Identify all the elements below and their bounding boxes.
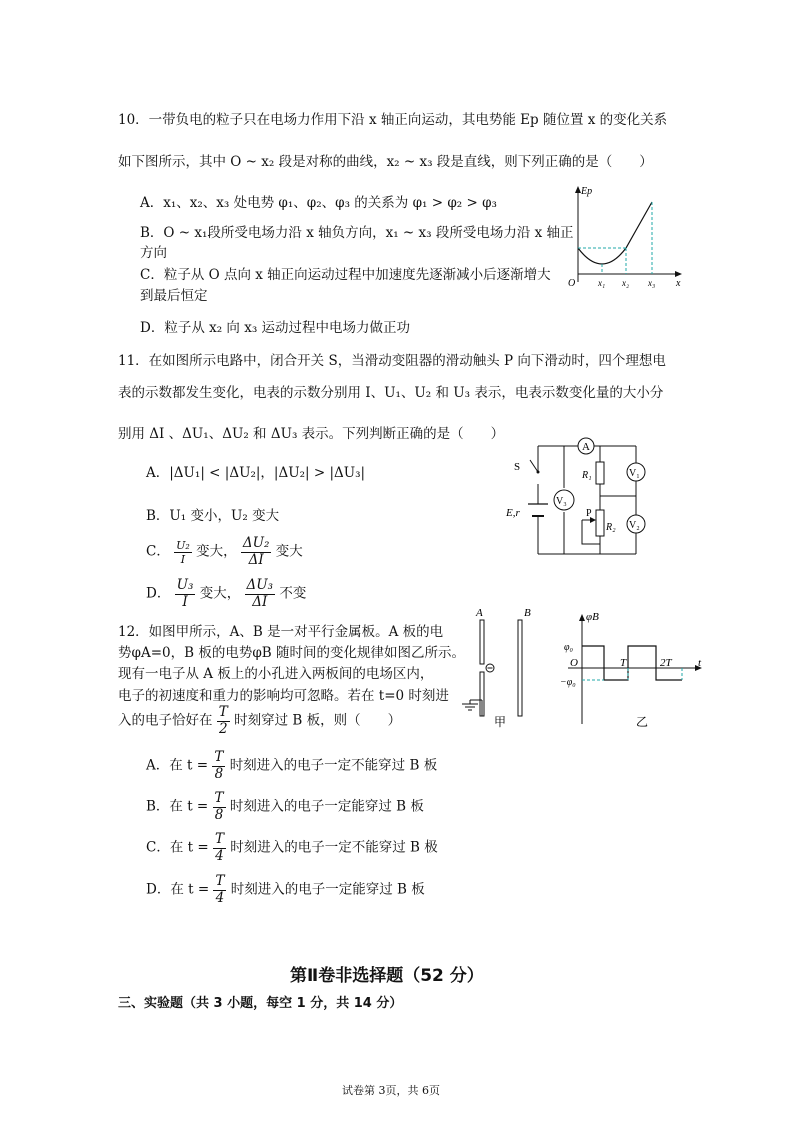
slider-label: P <box>586 508 592 519</box>
graph-origin: O <box>568 278 576 289</box>
ep-curve <box>578 202 652 264</box>
source-label: E,r <box>506 507 520 519</box>
q12-figure-jia <box>458 604 542 728</box>
option-post: 时刻进入的电子一定能穿过 B 板 <box>230 881 425 898</box>
q10-ep-x-graph <box>562 182 686 294</box>
graph-x-arrow <box>675 271 682 277</box>
q11-option-c-fraction2 <box>241 537 272 567</box>
q11-circuit-diagram <box>500 436 666 560</box>
q11-option-d-end: 不变 <box>279 585 307 602</box>
q10-option-c-line2: 到最后恒定 <box>140 288 208 304</box>
option-fraction <box>213 875 226 905</box>
frac-den: 4 <box>215 847 224 864</box>
option-pre: D．在 t = <box>146 881 210 898</box>
r1-label: R₁ <box>582 470 592 481</box>
frac-den: 8 <box>214 765 224 782</box>
frac-den: 2 <box>219 720 228 737</box>
q11-option-c-end: 变大 <box>275 543 303 560</box>
graph-xlabel: x <box>676 278 681 289</box>
yi-t-label: T <box>620 657 627 669</box>
q12-stem-line4: 电子的初速度和重力的影响均可忽略。若在 t=0 时刻进 <box>118 688 449 704</box>
plate-a-label: A <box>476 607 483 619</box>
r2-label: R₂ <box>606 522 616 533</box>
option-post: 时刻进入的电子一定能穿过 B 板 <box>229 798 424 815</box>
q11-option-d-fraction1 <box>175 579 196 609</box>
page-footer: 试卷第 3页，共 6页 <box>342 1084 440 1097</box>
frac-num: T <box>214 790 224 806</box>
plate-b-label: B <box>524 607 531 619</box>
yi-2t-label: 2T <box>660 657 672 669</box>
section-subtitle: 三、实验题（共 3 小题，每空 1 分，共 14 分） <box>118 996 403 1011</box>
q12-line5-fraction <box>217 706 230 736</box>
graph-tick-x1: x₁ <box>598 278 606 288</box>
figure-caption-jia: 甲 <box>494 715 507 728</box>
q12-line5-post: 时刻穿过 B 板，则（ ） <box>234 712 402 729</box>
q11-option-d-mid: 变大， <box>199 585 241 602</box>
frac-den: I <box>182 593 188 610</box>
yi-xlabel: t <box>698 657 702 669</box>
q11-stem-line1: 11．在如图所示电路中，闭合开关 S，当滑动变阻器的滑动触头 P 向下滑动时，四个理想电 <box>118 353 666 369</box>
frac-num: U₂ <box>176 538 190 552</box>
frac-num: T <box>214 749 224 765</box>
q11-option-a: A．|ΔU₁| < |ΔU₂|，|ΔU₂| > |ΔU₃| <box>146 465 366 481</box>
figure-caption-yi: 乙 <box>636 715 649 728</box>
q11-option-c <box>146 537 303 567</box>
graph-tick-x2: x₂ <box>622 278 630 288</box>
yi-phi0: φ₀ <box>564 642 574 653</box>
yi-neg-phi0: −φ₀ <box>560 677 576 688</box>
frac-den: 4 <box>215 889 225 906</box>
v1-label: V₁ <box>629 468 640 479</box>
q12-option-c <box>146 833 438 863</box>
plate-b <box>518 620 522 716</box>
q12-stem-line1: 12．如图甲所示，A、B 是一对平行金属板。A 板的电 <box>118 624 444 640</box>
switch-contact <box>537 471 540 474</box>
q11-option-c-mid: 变大， <box>196 543 237 560</box>
frac-num: T <box>214 831 224 847</box>
option-pre: C．在 t = <box>146 839 209 856</box>
q10-stem-line2: 如下图所示，其中 O ~ x₂ 段是对称的曲线，x₂ ~ x₃ 段是直线，则下列正确的是（ ） <box>118 154 653 170</box>
q10-option-c-line1: C．粒子从 O 点向 x 轴正向运动过程中加速度先逐渐减小后逐渐增大 <box>140 267 551 283</box>
graph-tick-x3: x₃ <box>648 278 656 288</box>
graph-ylabel: Ep <box>581 186 593 197</box>
plate-a-top <box>480 620 484 664</box>
q10-option-b-line1: B．O ~ x₁段所受电场力沿 x 轴负方向，x₁ ~ x₃ 段所受电场力沿 x 轴正 <box>140 225 574 241</box>
switch-lever <box>530 460 538 472</box>
q12-option-a <box>146 751 437 781</box>
yi-origin: O <box>570 657 578 669</box>
frac-den: ΔI <box>252 593 268 610</box>
frac-num: T <box>215 873 225 889</box>
v3-label: V₃ <box>556 496 567 507</box>
option-pre: B．在 t = <box>146 798 209 815</box>
frac-den: I <box>180 552 186 566</box>
q10-option-b-line2: 方向 <box>140 245 167 261</box>
section-title: 第Ⅱ卷非选择题（52 分） <box>290 966 484 986</box>
resistor-r1 <box>596 462 604 484</box>
option-fraction <box>213 792 226 822</box>
q11-option-d-fraction2 <box>245 579 276 609</box>
frac-num: ΔU₃ <box>246 577 274 593</box>
q12-stem-line2: 势φA=0，B 板的电势φB 随时间的变化规律如图乙所示。 <box>118 645 465 661</box>
q11-option-c-fraction1 <box>174 540 192 565</box>
q12-stem-line3: 现有一电子从 A 板上的小孔进入两板间的电场区内， <box>118 666 434 682</box>
q11-option-c-prefix: C． <box>146 543 170 560</box>
q11-option-d-prefix: D． <box>146 585 171 602</box>
yi-ylabel: φB <box>586 611 599 623</box>
q11-option-b: B．U₁ 变小，U₂ 变大 <box>146 508 280 524</box>
option-post: 时刻进入的电子一定不能穿过 B 板 <box>229 757 438 774</box>
q11-stem-line2: 表的示数都发生变化，电表的示数分别用 I、U₁、U₂ 和 U₃ 表示，电表示数变化量的大小分 <box>118 385 664 401</box>
frac-num: U₃ <box>176 577 194 593</box>
q12-option-b <box>146 792 424 822</box>
frac-num: T <box>218 704 228 720</box>
q12-line5-pre: 入的电子恰好在 <box>118 712 213 729</box>
q12-stem-line5 <box>118 706 401 736</box>
rheostat-r2 <box>596 510 604 536</box>
option-fraction <box>213 833 226 863</box>
q12-figure-yi <box>560 604 710 728</box>
q11-option-d <box>146 579 306 609</box>
frac-num: ΔU₂ <box>242 535 270 551</box>
q10-stem-line1: 10．一带负电的粒子只在电场力作用下沿 x 轴正向运动，其电势能 Ep 随位置 x 的变化关系 <box>118 112 668 128</box>
switch-label: S <box>514 461 521 473</box>
option-post: 时刻进入的电子一定不能穿过 B 极 <box>230 839 438 856</box>
q10-option-a: A．x₁、x₂、x₃ 处电势 φ₁、φ₂、φ₃ 的关系为 φ₁ > φ₂ > φ₃ <box>140 195 497 211</box>
ammeter-label: A <box>582 441 590 453</box>
frac-den: ΔI <box>248 551 264 568</box>
q12-option-d <box>146 875 425 905</box>
q10-option-d: D．粒子从 x₂ 向 x₃ 运动过程中电场力做正功 <box>140 320 411 336</box>
q11-stem-line3: 别用 ΔI 、ΔU₁、ΔU₂ 和 ΔU₃ 表示。下列判断正确的是（ ） <box>118 426 505 442</box>
option-fraction <box>212 751 225 781</box>
v2-label: V₂ <box>629 520 640 531</box>
option-pre: A．在 t = <box>146 757 209 774</box>
frac-den: 8 <box>214 806 224 823</box>
